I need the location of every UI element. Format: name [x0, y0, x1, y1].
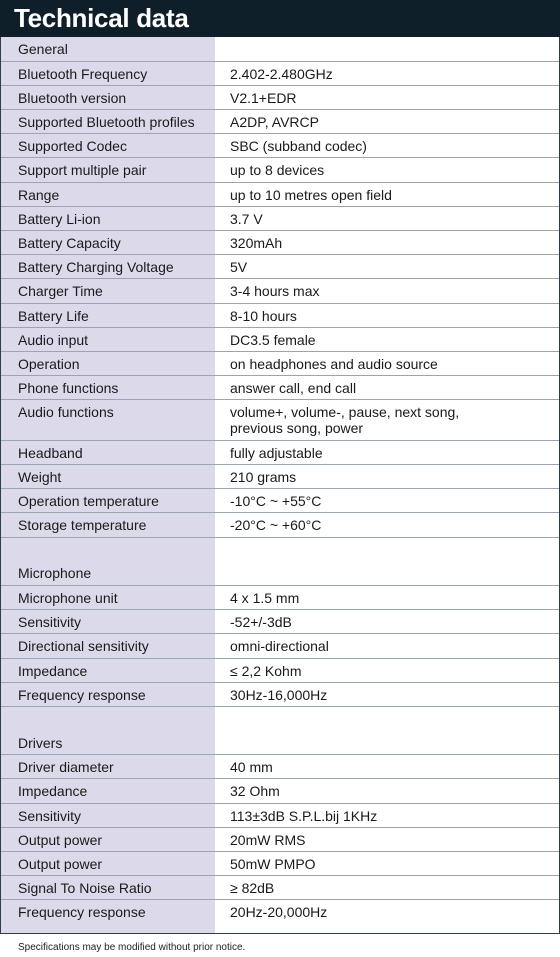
spec-label: Directional sensitivity [1, 634, 215, 658]
spec-row [1, 85, 559, 109]
spec-value: answer call, end call [230, 380, 357, 397]
title-bar [0, 0, 560, 37]
spec-value: -52+/-3dB [230, 614, 292, 631]
spec-value: DC3.5 female [230, 331, 316, 348]
spec-row [1, 513, 559, 537]
spec-value: 320mAh [230, 235, 283, 251]
spec-value-cell [215, 876, 559, 900]
spec-value-cell [215, 634, 559, 658]
spec-row [1, 900, 559, 924]
section-heading-row [1, 37, 559, 61]
spec-label: Operation [1, 351, 215, 375]
spec-value: on headphones and audio source [230, 355, 438, 372]
section-spacer [1, 706, 559, 730]
spec-value-cell [215, 682, 559, 706]
spec-value-cell [215, 779, 559, 803]
spec-value-cell [215, 440, 559, 464]
spec-value-cell [215, 182, 559, 206]
spec-value: up to 10 metres open field [230, 186, 392, 203]
spec-row [1, 610, 559, 634]
spec-value-cell [215, 351, 559, 375]
section-heading-row [1, 561, 559, 585]
spec-value: omni-directional [230, 638, 329, 655]
spec-row [1, 255, 559, 279]
section-spacer [1, 537, 559, 561]
spec-label: Signal To Noise Ratio [1, 876, 215, 900]
spec-row [1, 634, 559, 658]
spec-row [1, 440, 559, 464]
spec-label: Support multiple pair [1, 158, 215, 182]
spec-value: 50mW PMPO [230, 856, 316, 872]
spec-value: 30Hz-16,000Hz [230, 686, 328, 703]
spec-value: 20mW RMS [230, 831, 306, 848]
spec-row [1, 376, 559, 400]
spec-value-cell [215, 489, 559, 513]
spec-label: Output power [1, 827, 215, 851]
section-heading-empty [215, 731, 559, 755]
section-heading: General [1, 37, 215, 61]
spec-value: 3-4 hours max [230, 283, 320, 300]
spec-row [1, 182, 559, 206]
spec-value-cell [215, 400, 559, 441]
spec-label: Microphone unit [1, 585, 215, 609]
spec-label: Output power [1, 852, 215, 876]
spec-row [1, 134, 559, 158]
spec-value-cell [215, 610, 559, 634]
spec-value: 8-10 hours [230, 307, 297, 324]
spec-row [1, 158, 559, 182]
spec-row [1, 827, 559, 851]
spec-value-cell [215, 206, 559, 230]
spec-value-cell [215, 827, 559, 851]
spec-label: Bluetooth version [1, 85, 215, 109]
spec-row [1, 803, 559, 827]
section-heading-empty [215, 561, 559, 585]
spec-label: Sensitivity [1, 803, 215, 827]
spec-value-cell [215, 327, 559, 351]
spec-value-cell [215, 231, 559, 255]
spec-value: 113±3dB S.P.L.bij 1KHz [230, 807, 378, 824]
spec-row [1, 682, 559, 706]
spec-label: Weight [1, 465, 215, 489]
spec-row [1, 279, 559, 303]
spec-value: ≤ 2,2 Kohm [230, 662, 302, 679]
spec-label: Battery Charging Voltage [1, 255, 215, 279]
spec-value: 4 x 1.5 mm [230, 589, 300, 606]
section-heading: Microphone [1, 561, 215, 585]
spec-label: Frequency response [1, 682, 215, 706]
spec-value-cell [215, 755, 559, 779]
spec-label: Audio functions [1, 400, 215, 441]
section-heading: Drivers [1, 731, 215, 755]
spec-label: Bluetooth Frequency [1, 61, 215, 85]
spec-row [1, 61, 559, 85]
spec-row [1, 852, 559, 876]
spec-value: -10°C ~ +55°C [230, 493, 322, 510]
spec-table [1, 37, 559, 924]
spec-value-cell [215, 61, 559, 85]
spec-row [1, 779, 559, 803]
spec-label: Range [1, 182, 215, 206]
spec-value-cell [215, 110, 559, 134]
spec-label: Headband [1, 440, 215, 464]
spec-value-cell [215, 279, 559, 303]
spec-value: 32 Ohm [230, 783, 280, 800]
spec-label: Sensitivity [1, 610, 215, 634]
section-heading-row [1, 731, 559, 755]
spec-value: 40 mm [230, 759, 273, 776]
spec-row [1, 303, 559, 327]
spec-label: Supported Bluetooth profiles [1, 110, 215, 134]
page-title: Technical data [14, 3, 189, 33]
spec-row [1, 585, 559, 609]
spec-value: A2DP, AVRCP [230, 114, 319, 131]
spec-label: Audio input [1, 327, 215, 351]
spec-value-cell [215, 803, 559, 827]
spec-row [1, 351, 559, 375]
spec-label: Frequency response [18, 904, 146, 921]
spec-value-cell [215, 255, 559, 279]
spacer-cell [215, 706, 559, 730]
spec-row [1, 327, 559, 351]
spec-value: -20°C ~ +60°C [230, 517, 322, 534]
spec-value: volume+, volume-, pause, next song, [230, 404, 460, 421]
spec-value-cell [215, 585, 559, 609]
spec-label: Impedance [1, 658, 215, 682]
spec-value-cell [215, 513, 559, 537]
spec-value: V2.1+EDR [230, 89, 297, 106]
spec-row [1, 465, 559, 489]
spec-label: Battery Life [1, 303, 215, 327]
spec-label: Battery Capacity [1, 231, 215, 255]
spec-value: 210 grams [230, 469, 297, 485]
spec-value: ≥ 82dB [230, 880, 275, 897]
spec-row [1, 231, 559, 255]
spec-row [1, 489, 559, 513]
spec-value: SBC (subband codec) [230, 138, 367, 155]
spec-label: Storage temperature [1, 513, 215, 537]
spec-row [1, 876, 559, 900]
spec-value-cell [215, 158, 559, 182]
spec-value-cell [215, 852, 559, 876]
spec-label: Phone functions [1, 376, 215, 400]
spec-table-frame [0, 37, 560, 934]
spec-value: fully adjustable [230, 444, 323, 461]
spec-row [1, 206, 559, 230]
spec-value: 3.7 V [230, 210, 263, 227]
spec-label: Charger Time [1, 279, 215, 303]
spec-value: up to 8 devices [230, 162, 325, 179]
spec-label: Operation temperature [1, 489, 215, 513]
spec-row [1, 755, 559, 779]
section-heading-empty [215, 37, 559, 61]
spec-row [1, 658, 559, 682]
spec-value-line2: previous song, power [230, 420, 364, 437]
spacer-cell [215, 537, 559, 561]
spec-value-cell [215, 303, 559, 327]
spec-value-cell [215, 900, 559, 924]
spec-value-cell [215, 465, 559, 489]
spec-value-cell [215, 658, 559, 682]
spec-value-cell [215, 85, 559, 109]
spec-row [1, 110, 559, 134]
spec-label: Supported Codec [1, 134, 215, 158]
spec-label: Battery Li-ion [1, 206, 215, 230]
spacer-cell [1, 537, 215, 561]
spacer-cell [1, 706, 215, 730]
spec-value: 2.402-2.480GHz [230, 65, 333, 82]
spec-value-cell [215, 134, 559, 158]
footnote: Specifications may be modified without prior notice. [18, 942, 246, 953]
spec-value: 5V [230, 259, 248, 276]
spec-label: Driver diameter [1, 755, 215, 779]
spec-label: Impedance [1, 779, 215, 803]
spec-value-cell [215, 376, 559, 400]
spec-row [1, 400, 559, 441]
spec-value: 20Hz-20,000Hz [230, 904, 328, 921]
